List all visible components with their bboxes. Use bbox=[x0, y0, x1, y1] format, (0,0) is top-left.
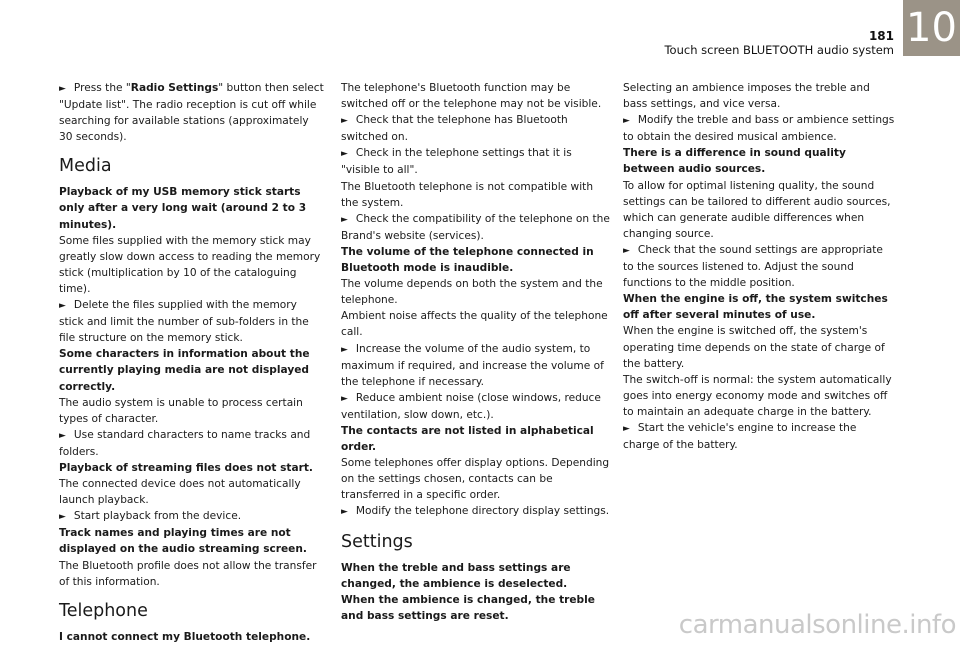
question-heading: There is a difference in sound quality between audio sources. bbox=[623, 147, 846, 176]
body-text: To allow for optimal listening quality, the sound settings can be tailored to different audio sources, which can generate audible differences when changing source. bbox=[623, 179, 891, 240]
page-header bbox=[664, 29, 894, 57]
instruction-bullet: ► Reduce ambient noise (close windows, reduce ventilation, slow down, etc.). bbox=[341, 390, 611, 423]
instruction-bullet: ► Check the compatibility of the telephone on the Brand's website (services). bbox=[341, 211, 611, 244]
chapter-tab: 10 bbox=[903, 0, 960, 56]
instruction-bullet: ► Start the vehicle's engine to increase the charge of the battery. bbox=[623, 420, 895, 453]
instruction-bullet: ► Use standard characters to name tracks and folders. bbox=[59, 427, 324, 460]
question-heading: The volume of the telephone connected in Bluetooth mode is inaudible. bbox=[341, 245, 594, 275]
instruction-bullet: ► Increase the volume of the audio system, to maximum if required, and increase the volume of the telephone if necessary. bbox=[341, 341, 611, 390]
question-heading: The contacts are not listed in alphabetical order. bbox=[341, 424, 594, 454]
body-text: The Bluetooth telephone is not compatible with the system. bbox=[341, 180, 594, 209]
body-text: Some files supplied with the memory stick may greatly slow down access to reading the memory stick (multiplication by 10 of the cataloguing time). bbox=[59, 234, 321, 295]
question-heading: Playback of my USB memory stick starts only after a very long wait (around 2 to 3 minutes). bbox=[59, 186, 307, 231]
question-heading: Some characters in information about the currently playing media are not displayed correctly. bbox=[59, 348, 310, 393]
question-heading: When the engine is off, the system switches off after several minutes of use. bbox=[623, 293, 888, 322]
body-text: The audio system is unable to process certain types of character. bbox=[59, 396, 303, 425]
section-heading: Media bbox=[59, 156, 112, 177]
page-number: 181 bbox=[868, 29, 894, 43]
instruction-bullet: ► Start playback from the device. bbox=[59, 508, 324, 525]
body-text: The telephone's Bluetooth function may be switched off or the telephone may not be visible. bbox=[341, 82, 602, 111]
bold-term: Radio Settings bbox=[130, 82, 219, 94]
body-text: The switch-off is normal: the system automatically goes into energy economy mode and switches off to maintain an adequate charge in the battery. bbox=[623, 373, 892, 418]
question-heading: Track names and playing times are not displayed on the audio streaming screen. bbox=[59, 527, 307, 556]
instruction-bullet: ► Check in the telephone settings that it is "visible to all". bbox=[341, 145, 611, 178]
section-title: Touch screen BLUETOOTH audio system bbox=[664, 43, 894, 57]
question-heading: Playback of streaming files does not start. bbox=[59, 461, 313, 474]
instruction-bullet: ► Check that the telephone has Bluetooth switched on. bbox=[341, 112, 611, 145]
column-2 bbox=[341, 80, 611, 624]
section-heading: Settings bbox=[341, 531, 413, 552]
question-heading: When the treble and bass settings are changed, the ambience is deselected. bbox=[341, 561, 571, 590]
section-heading: Telephone bbox=[59, 600, 148, 621]
column-1 bbox=[59, 80, 324, 645]
instruction-bullet: ► Check that the sound settings are appropriate to the sources listened to. Adjust the sound functions to the middle position. bbox=[623, 242, 895, 291]
body-text: When the engine is switched off, the system's operating time depends on the state of charge of the battery. bbox=[623, 325, 885, 370]
question-heading: When the ambience is changed, the treble and bass settings are reset. bbox=[341, 593, 595, 622]
body-text: Some telephones offer display options. Depending on the settings chosen, contacts can be transferred in a specific order. bbox=[341, 457, 610, 502]
text-run: Press the " bbox=[73, 82, 131, 94]
body-text: The volume depends on both the system and the telephone. bbox=[341, 278, 603, 307]
body-text: Selecting an ambience imposes the treble and bass settings, and vice versa. bbox=[623, 82, 870, 111]
instruction-bullet bbox=[59, 80, 324, 145]
instruction-bullet: ► Delete the files supplied with the memory stick and limit the number of sub-folders in the file structure on the memory stick. bbox=[59, 297, 324, 346]
body-text: The Bluetooth profile does not allow the transfer of this information. bbox=[59, 559, 317, 588]
text-run: " button then select "Update list". The radio reception is cut off while searching for available stations (approximately 30 seconds). bbox=[59, 82, 324, 144]
watermark-logo: carmanualsonline.info bbox=[678, 610, 956, 640]
body-text: The connected device does not automatically launch playback. bbox=[59, 478, 301, 507]
instruction-bullet: ► Modify the telephone directory display settings. bbox=[341, 503, 611, 520]
instruction-bullet: ► Modify the treble and bass or ambience settings to obtain the desired musical ambience. bbox=[623, 112, 895, 145]
body-text: Ambient noise affects the quality of the telephone call. bbox=[341, 310, 608, 339]
column-3 bbox=[623, 80, 895, 453]
question-heading: I cannot connect my Bluetooth telephone. bbox=[59, 630, 311, 643]
